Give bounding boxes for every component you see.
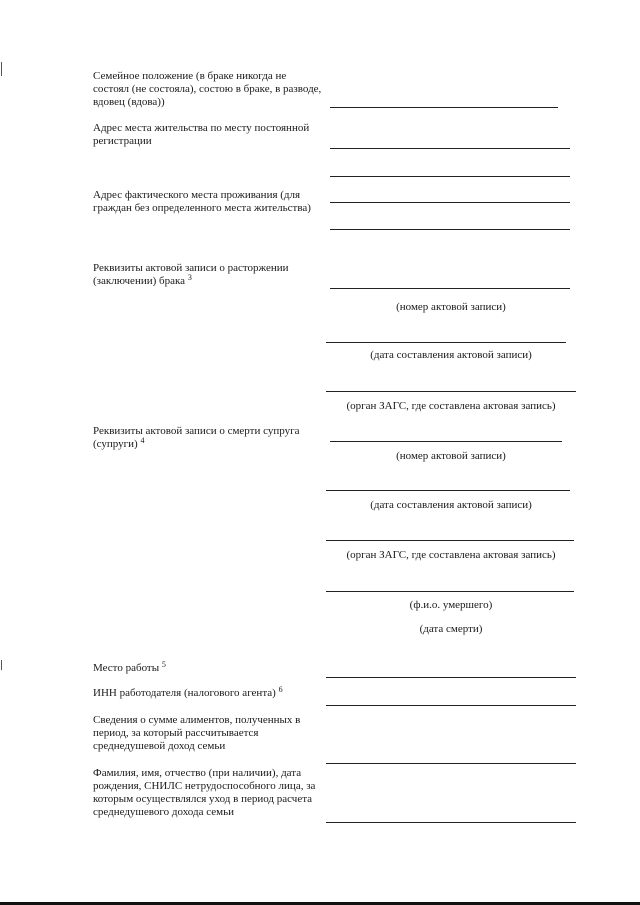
record-number-caption: (номер актовой записи): [396, 450, 506, 462]
workplace-text: Место работы: [93, 662, 160, 674]
footnote-mark: 3: [187, 273, 192, 282]
death-record-text: Реквизиты актовой записи о смерти супруга (супруги): [93, 425, 300, 450]
deceased-name-field[interactable]: [326, 591, 574, 592]
divorce-record-date-field[interactable]: [326, 342, 566, 343]
registry-office-caption: (орган ЗАГС, где составлена актовая запись): [346, 400, 556, 412]
divorce-record-number-field[interactable]: [330, 288, 570, 289]
divorce-record-label: [93, 262, 325, 288]
death-record-number-field[interactable]: [330, 441, 562, 442]
registration-address-field-1[interactable]: [330, 148, 570, 149]
death-record-date-field[interactable]: [326, 490, 570, 491]
registration-address-label: Адрес места жительства по месту постоянной регистрации: [93, 122, 310, 147]
scan-edge-mark: [1, 660, 2, 670]
employer-inn-field[interactable]: [326, 705, 576, 706]
employer-inn-text: ИНН работодателя (налогового агента): [93, 687, 276, 699]
actual-address-field-1[interactable]: [330, 202, 570, 203]
record-date-caption: (дата составления актовой записи): [370, 499, 532, 511]
divorce-record-office-field[interactable]: [326, 391, 576, 392]
scan-edge-mark: [1, 62, 2, 76]
footnote-mark: 6: [278, 685, 283, 694]
marital-status-field[interactable]: [330, 107, 558, 108]
marital-status-label: Семейное положение (в браке никогда не состоял (не состояла), состою в браке, в разводе, вдовец (вдова)): [93, 70, 322, 108]
death-record-label: [93, 425, 325, 451]
deceased-name-caption: (ф.и.о. умершего): [409, 599, 493, 611]
registration-address-field-2[interactable]: [330, 176, 570, 177]
caregiver-label: Фамилия, имя, отчество (при наличии), дата рождения, СНИЛС нетрудоспособного лица, за которым осуществлялся уход в период расчета среднедушевого дохода семьи: [93, 767, 316, 818]
alimony-field[interactable]: [326, 763, 576, 764]
actual-address-label: Адрес фактического места проживания (для граждан без определенного места жительства): [93, 189, 311, 214]
death-record-office-field[interactable]: [326, 540, 574, 541]
employer-inn-label: [93, 687, 325, 700]
record-number-caption: (номер актовой записи): [396, 301, 506, 313]
registry-office-caption: (орган ЗАГС, где составлена актовая запись): [346, 549, 556, 561]
alimony-label: Сведения о сумме алиментов, полученных в период, за который рассчитывается среднедушевой доход семьи: [93, 714, 301, 752]
footnote-mark: 5: [161, 660, 166, 669]
divorce-record-text: Реквизиты актовой записи о расторжении (заключении) брака: [93, 262, 289, 287]
workplace-field[interactable]: [326, 677, 576, 678]
death-date-caption: (дата смерти): [419, 623, 483, 635]
caregiver-field[interactable]: [326, 822, 576, 823]
workplace-label: [93, 662, 325, 675]
footnote-mark: 4: [140, 436, 145, 445]
record-date-caption: (дата составления актовой записи): [370, 349, 532, 361]
actual-address-field-2[interactable]: [330, 229, 570, 230]
